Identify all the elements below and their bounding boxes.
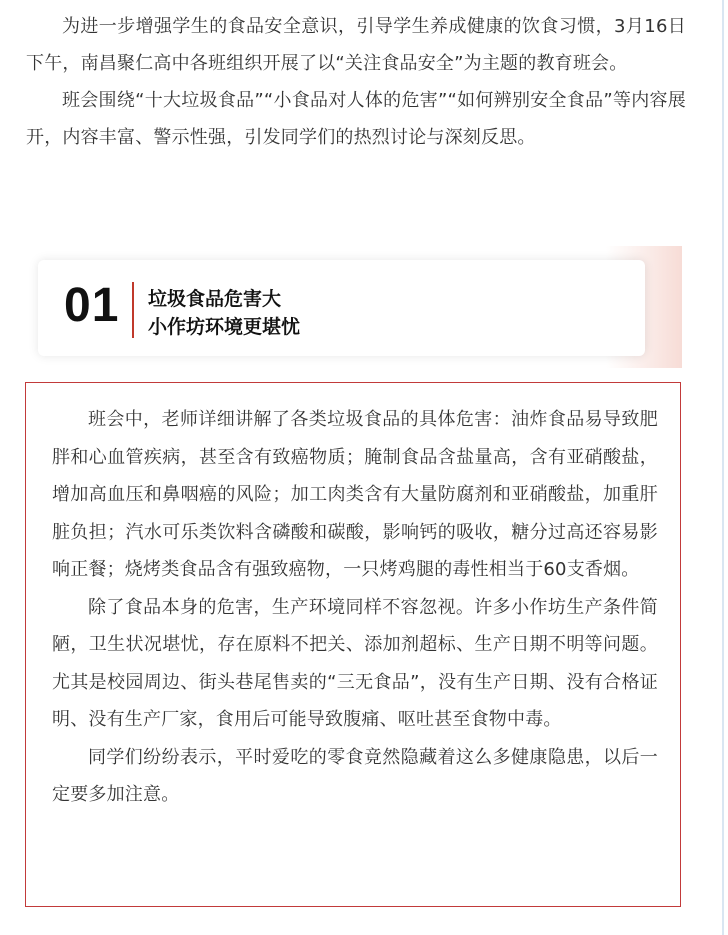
- body-paragraph-2: 除了食品本身的危害，生产环境同样不容忽视。许多小作坊生产条件简陋，卫生状况堪忧，存在原料不把关、添加剂超标、生产日期不明等问题。尤其是校园周边、街头巷尾售卖的“三无食品”，没有生产日期、没有合格证明、没有生产厂家，食用后可能导致腹痛、呕吐甚至食物中毒。: [52, 596, 658, 730]
- page-edge-divider: [722, 0, 724, 935]
- intro-paragraph-2: 班会围绕“十大垃圾食品”“小食品对人体的危害”“如何辨别安全食品”等内容展开，内容丰富、警示性强，引发同学们的热烈讨论与深刻反思。: [26, 90, 686, 148]
- section-title-line-2: 小作坊环境更堪忧: [148, 316, 301, 338]
- section-heading-card: [38, 260, 645, 356]
- body-paragraph-3: 同学们纷纷表示，平时爱吃的零食竟然隐藏着这么多健康隐患，以后一定要多加注意。: [52, 746, 658, 805]
- intro-text: [26, 8, 686, 156]
- intro-paragraph-1: 为进一步增强学生的食品安全意识，引导学生养成健康的饮食习惯，3月16日下午，南昌聚仁高中各班组织开展了以“关注食品安全”为主题的教育班会。: [26, 16, 686, 74]
- section-number: 01: [64, 279, 120, 332]
- section-title-line-1: 垃圾食品危害大: [148, 288, 282, 310]
- section-divider-bar: [132, 282, 134, 338]
- body-paragraph-1: 班会中，老师详细讲解了各类垃圾食品的具体危害：油炸食品易导致肥胖和心血管疾病，甚至含有致癌物质；腌制食品含盐量高，含有亚硝酸盐，增加高血压和鼻咽癌的风险；加工肉类含有大量防腐剂和亚硝酸盐，加重肝脏负担；汽水可乐类饮料含磷酸和碳酸，影响钙的吸收，糖分过高还容易影响正餐；烧烤类食品含有强致癌物，一只烤鸡腿的毒性相当于60支香烟。: [52, 409, 658, 580]
- content-box: [25, 382, 681, 907]
